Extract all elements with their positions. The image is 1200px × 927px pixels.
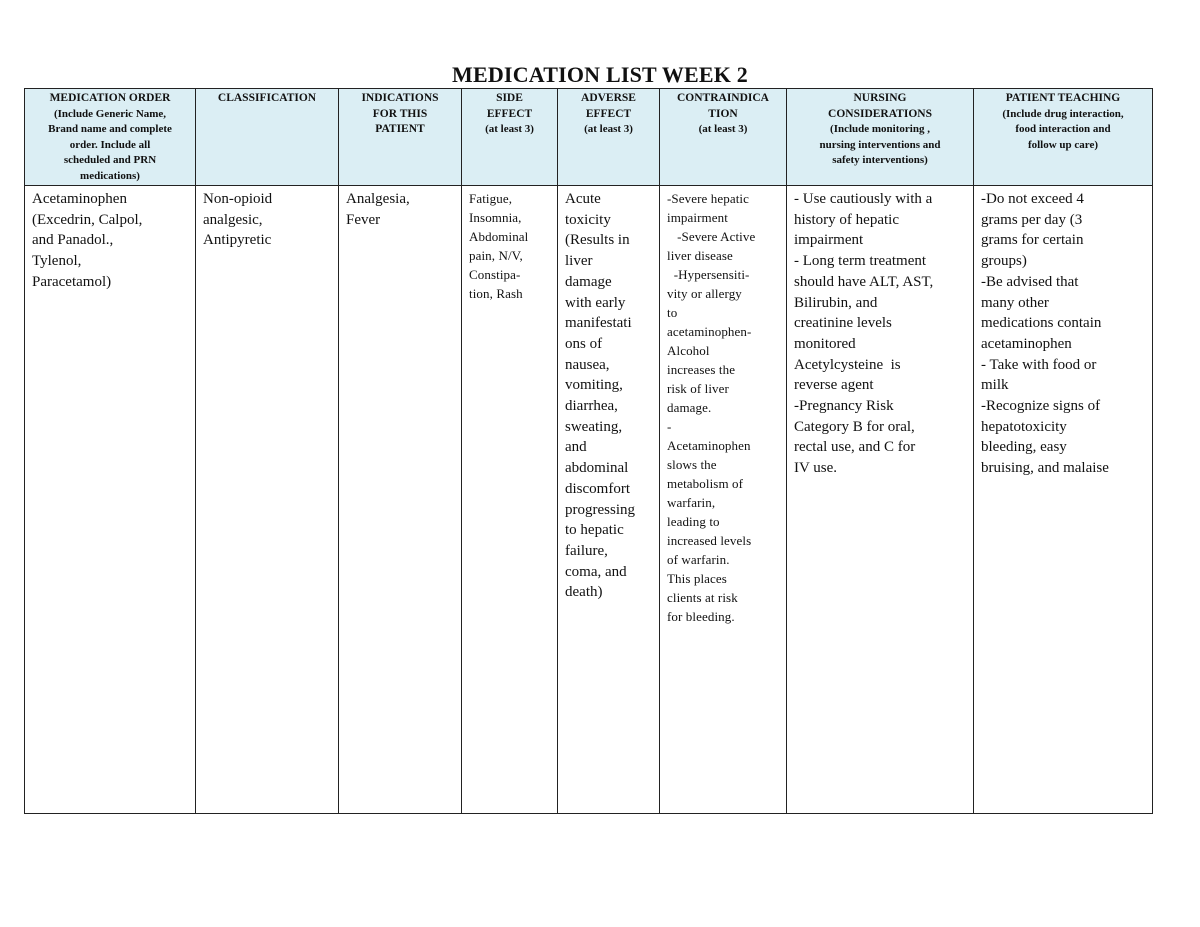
cell-text-line: history of hepatic <box>794 211 899 228</box>
cell-text-line: tion, Rash <box>469 286 523 301</box>
header-title-line: ADVERSE <box>581 92 636 104</box>
cell-text-line: milk <box>981 377 1009 394</box>
header-subtitle-line: Brand name and complete <box>48 123 172 135</box>
cell-adverse-effect <box>558 186 660 814</box>
cell-text-line: increased levels <box>667 533 752 548</box>
header-title-line: EFFECT <box>486 107 533 120</box>
medication-table <box>24 88 1153 814</box>
cell-nursing-considerations <box>787 186 974 814</box>
cell-text-line: clients at risk <box>667 590 738 605</box>
cell-text-line: monitored <box>794 335 856 352</box>
header-subtitle-line: nursing interventions and <box>819 138 941 151</box>
cell-text-line: liver <box>565 253 593 270</box>
cell-text-line: toxicity <box>565 211 611 228</box>
cell-text-line: groups) <box>981 253 1027 270</box>
header-title-line: CONSIDERATIONS <box>828 107 932 120</box>
cell-text-line: acetaminophen <box>981 335 1072 352</box>
cell-text-line: reverse agent <box>794 377 874 394</box>
cell-text-line: diarrhea, <box>565 398 618 415</box>
header-subtitle-line: (at least 3) <box>698 123 748 135</box>
header-subtitle-line: follow up care) <box>1027 138 1099 151</box>
cell-text-line: sweating, <box>565 418 623 435</box>
header-title-line: MEDICATION ORDER <box>49 92 171 104</box>
cell-text-line: -Hypersensiti- <box>667 267 750 282</box>
cell-text-line: manifestati <box>565 315 632 332</box>
cell-text-line: risk of liver <box>667 381 729 396</box>
header-title-line: FOR THIS <box>372 107 428 120</box>
cell-text-line: progressing <box>565 501 635 518</box>
cell-text-line: Insomnia, <box>469 210 522 225</box>
header-title-line: SIDE <box>496 92 523 104</box>
cell-text-line: death) <box>565 584 603 601</box>
cell-text-line: vomiting, <box>565 377 623 394</box>
header-side-effect <box>462 89 558 186</box>
cell-text-line: Non-opioid <box>203 191 273 207</box>
cell-text-line: Alcohol <box>667 343 710 358</box>
cell-text-line: damage. <box>667 400 712 415</box>
cell-text-line: grams for certain <box>981 232 1084 249</box>
cell-text-line: -Be advised that <box>981 273 1079 290</box>
header-title-line: TION <box>708 107 738 120</box>
header-contraindication <box>660 89 787 186</box>
cell-text-line: Abdominal <box>469 229 529 244</box>
cell-text-line: ons of <box>565 335 603 352</box>
cell-text-line: Antipyretic <box>203 232 272 249</box>
header-title-line: CONTRAINDICA <box>676 92 769 104</box>
header-patient-teaching <box>974 89 1153 186</box>
cell-side-effect <box>462 186 558 814</box>
header-classification <box>196 89 339 186</box>
cell-text-line: vity or allergy <box>667 286 742 301</box>
cell-text-line: Acetaminophen <box>32 191 127 207</box>
cell-text-line: Acetylcysteine is <box>794 356 901 373</box>
cell-text-line: failure, <box>565 542 608 559</box>
cell-text-line: bleeding, easy <box>981 439 1067 456</box>
cell-text-line: creatinine levels <box>794 315 892 332</box>
cell-text-line: IV use. <box>794 460 838 477</box>
header-indications <box>339 89 462 186</box>
header-subtitle-line: food interaction and <box>1015 123 1111 135</box>
cell-text-line: This places <box>667 571 727 586</box>
header-nursing-considerations <box>787 89 974 186</box>
cell-text-line: -Pregnancy Risk <box>794 398 894 415</box>
cell-text-line: rectal use, and C for <box>794 439 916 456</box>
cell-text-line: Category B for oral, <box>794 418 915 435</box>
cell-text-line: acetaminophen- <box>667 324 752 339</box>
cell-text-line: - <box>667 419 672 434</box>
header-title-line: PATIENT <box>375 123 425 135</box>
cell-text-line: pain, N/V, <box>469 248 523 263</box>
header-subtitle-line: (at least 3) <box>584 123 633 135</box>
cell-text-line: Paracetamol) <box>32 273 112 290</box>
cell-text-line: for bleeding. <box>667 609 735 624</box>
cell-text-line: Fatigue, <box>469 191 513 206</box>
cell-text-line: and <box>565 439 587 456</box>
header-subtitle-line: scheduled and PRN <box>63 154 157 166</box>
cell-patient-teaching <box>974 186 1153 814</box>
header-title-line: INDICATIONS <box>361 92 439 104</box>
header-subtitle-line: (Include monitoring , <box>830 123 930 135</box>
cell-text-line: Tylenol, <box>32 253 82 270</box>
cell-text-line: Bilirubin, and <box>794 294 878 311</box>
cell-text-line: analgesic, <box>203 211 263 228</box>
cell-text-line: (Excedrin, Calpol, <box>32 211 143 228</box>
cell-text-line: coma, and <box>565 563 627 580</box>
cell-text-line: Acetaminophen <box>667 438 751 453</box>
cell-text-line: - Long term treatment <box>794 253 927 270</box>
page-title: MEDICATION LIST WEEK 2 <box>452 62 748 87</box>
cell-text-line: to <box>667 305 678 320</box>
cell-text-line: should have ALT, AST, <box>794 273 934 290</box>
cell-text-line: abdominal <box>565 460 629 477</box>
header-title-line: PATIENT TEACHING <box>1005 92 1121 104</box>
table-row <box>25 186 1153 814</box>
cell-indications <box>339 186 462 814</box>
cell-text-line: of warfarin. <box>667 552 730 567</box>
cell-text-line: -Severe Active <box>667 229 756 244</box>
cell-text-line: Constipa- <box>469 267 521 282</box>
header-medication-order <box>25 89 196 186</box>
cell-text-line: Acute <box>565 191 601 207</box>
header-title-line: NURSING <box>853 92 907 104</box>
header-subtitle-line: (Include drug interaction, <box>1002 107 1124 120</box>
cell-classification <box>196 186 339 814</box>
cell-text-line: damage <box>565 273 612 290</box>
cell-text-line: warfarin, <box>667 495 716 510</box>
header-title-line: EFFECT <box>585 107 632 120</box>
cell-text-line: medications contain <box>981 315 1102 332</box>
cell-text-line: with early <box>565 294 626 311</box>
cell-text-line: - Take with food or <box>981 356 1097 373</box>
header-adverse-effect <box>558 89 660 186</box>
cell-text-line: bruising, and malaise <box>981 460 1109 477</box>
header-subtitle-line: (Include Generic Name, <box>53 107 167 120</box>
cell-text-line: grams per day (3 <box>981 211 1083 228</box>
cell-contraindication <box>660 186 787 814</box>
cell-text-line: nausea, <box>565 356 610 373</box>
header-row <box>25 89 1153 186</box>
cell-text-line: Fever <box>346 211 381 228</box>
cell-text-line: (Results in <box>565 232 630 249</box>
cell-text-line: many other <box>981 294 1049 311</box>
header-subtitle-line: safety interventions) <box>832 154 928 166</box>
header-subtitle-line: (at least 3) <box>485 123 534 135</box>
cell-medication-order <box>25 186 196 814</box>
cell-text-line: increases the <box>667 362 736 377</box>
cell-text-line: - Use cautiously with a <box>794 191 933 207</box>
cell-text-line: -Recognize signs of <box>981 398 1101 415</box>
cell-text-line: to hepatic <box>565 522 624 539</box>
cell-text-line: slows the <box>667 457 717 472</box>
header-subtitle-line: order. Include all <box>69 138 151 151</box>
cell-text-line: liver disease <box>667 248 733 263</box>
cell-text-line: impairment <box>667 210 728 225</box>
cell-text-line: -Do not exceed 4 <box>981 191 1084 207</box>
cell-text-line: and Panadol., <box>32 232 114 249</box>
header-subtitle-line: medications) <box>80 169 140 182</box>
cell-text-line: metabolism of <box>667 476 744 491</box>
cell-text-line: discomfort <box>565 480 630 497</box>
cell-text-line: impairment <box>794 232 864 249</box>
cell-text-line: -Severe hepatic <box>667 191 749 206</box>
cell-text-line: leading to <box>667 514 720 529</box>
cell-text-line: Analgesia, <box>346 191 410 207</box>
cell-text-line: hepatotoxicity <box>981 418 1067 435</box>
header-title-line: CLASSIFICATION <box>217 92 317 104</box>
